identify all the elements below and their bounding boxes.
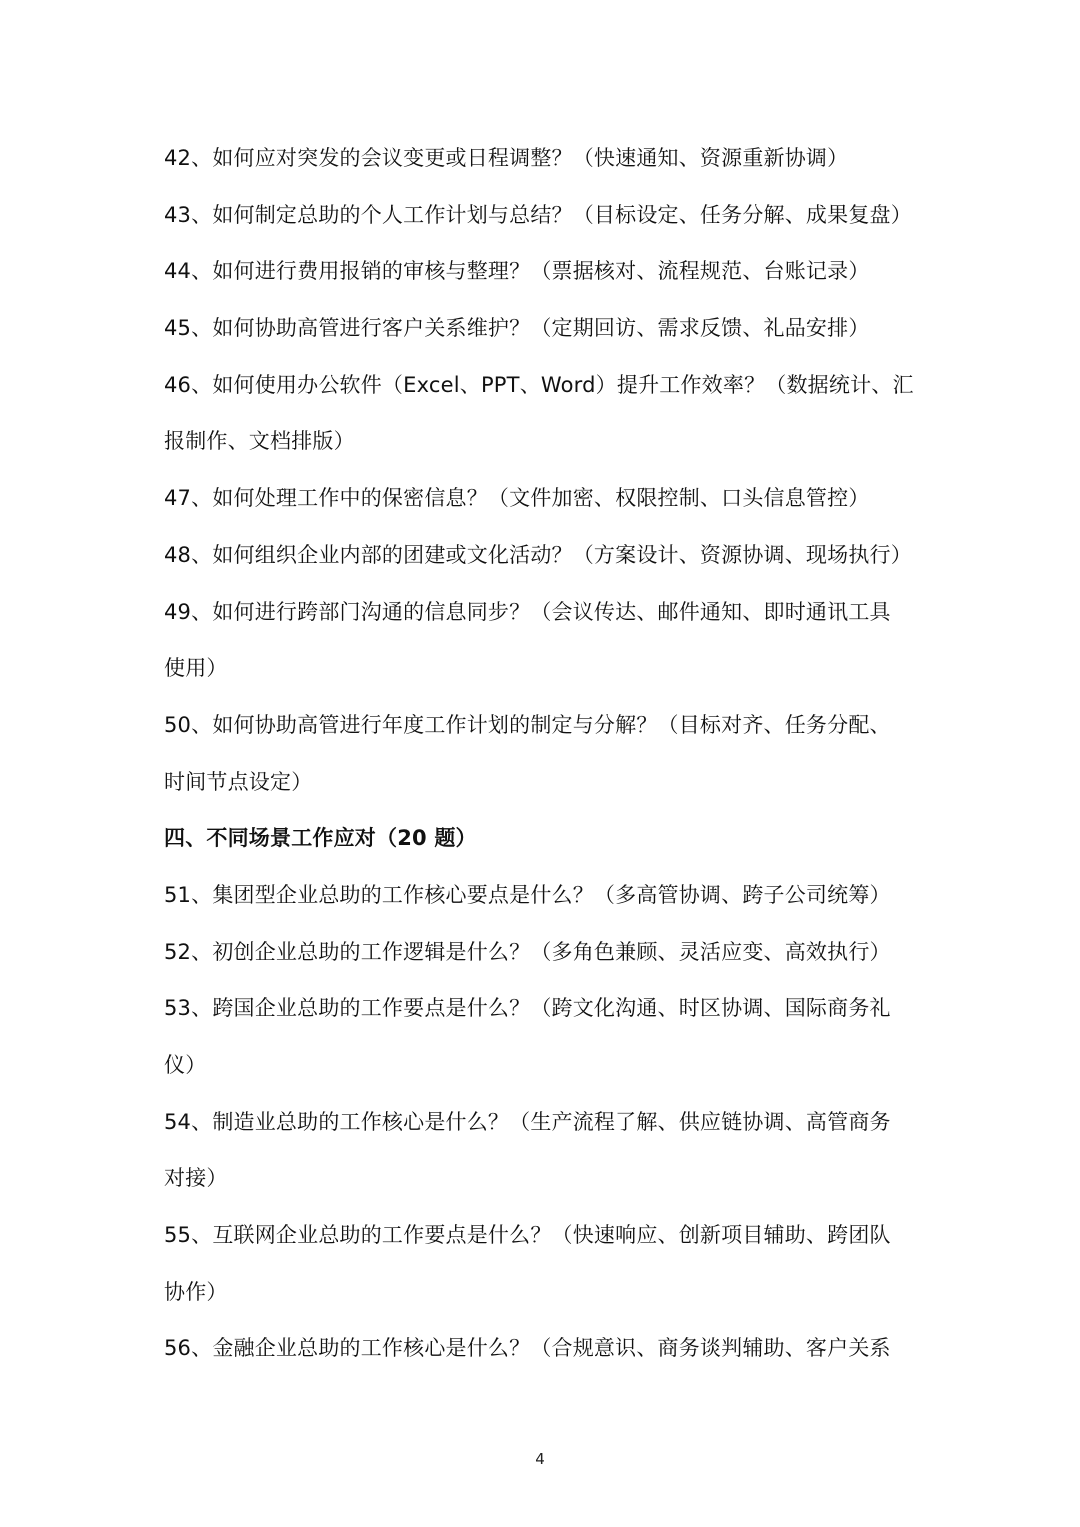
- text-line-55-cont: 协作）: [164, 1279, 228, 1304]
- text-line-45: 45、如何协助高管进行客户关系维护？（定期回访、需求反馈、礼品安排）: [164, 316, 870, 341]
- text-line-46: 46、如何使用办公软件（Excel、PPT、Word）提升工作效率？（数据统计、汇: [164, 372, 914, 397]
- text-line-48: 48、如何组织企业内部的团建或文化活动？（方案设计、资源协调、现场执行）: [164, 542, 912, 567]
- text-line-56: 56、金融企业总助的工作核心是什么？（合规意识、商务谈判辅助、客户关系: [164, 1336, 891, 1361]
- text-line-47: 47、如何处理工作中的保密信息？（文件加密、权限控制、口头信息管控）: [164, 486, 870, 511]
- text-line-54: 54、制造业总助的工作核心是什么？（生产流程了解、供应链协调、高管商务: [164, 1109, 891, 1134]
- page-number: 4: [535, 1450, 545, 1468]
- text-line-54-cont: 对接）: [164, 1166, 228, 1191]
- text-line-49-cont: 使用）: [164, 656, 228, 681]
- text-line-50-cont: 时间节点设定）: [164, 769, 313, 794]
- section-heading: 四、不同场景工作应对（20 题）: [164, 826, 477, 851]
- text-line-49: 49、如何进行跨部门沟通的信息同步？（会议传达、邮件通知、即时通讯工具: [164, 599, 891, 624]
- text-line-53: 53、跨国企业总助的工作要点是什么？（跨文化沟通、时区协调、国际商务礼: [164, 996, 891, 1021]
- text-line-42a: 42、如何应对突发的会议变更或日程调整？（快速通知、资源重新协调）: [164, 146, 849, 170]
- text-line-44: 44、如何进行费用报销的审核与整理？（票据核对、流程规范、台账记录）: [164, 259, 870, 284]
- page-content: [164, 130, 924, 1377]
- text-line-43: 43、如何制定总助的个人工作计划与总结？（目标设定、任务分解、成果复盘）: [164, 202, 912, 227]
- text-line-52: 52、初创企业总助的工作逻辑是什么？（多角色兼顾、灵活应变、高效执行）: [164, 939, 891, 964]
- text-line-55: 55、互联网企业总助的工作要点是什么？（快速响应、创新项目辅助、跨团队: [164, 1223, 891, 1248]
- text-line-53-cont: 仪）: [164, 1053, 207, 1077]
- text-line-50: 50、如何协助高管进行年度工作计划的制定与分解？（目标对齐、任务分配、: [164, 712, 891, 737]
- text-line-46-cont: 报制作、文档排版）: [164, 429, 355, 454]
- text-line-51: 51、集团型企业总助的工作核心要点是什么？（多高管协调、跨子公司统筹）: [164, 882, 891, 907]
